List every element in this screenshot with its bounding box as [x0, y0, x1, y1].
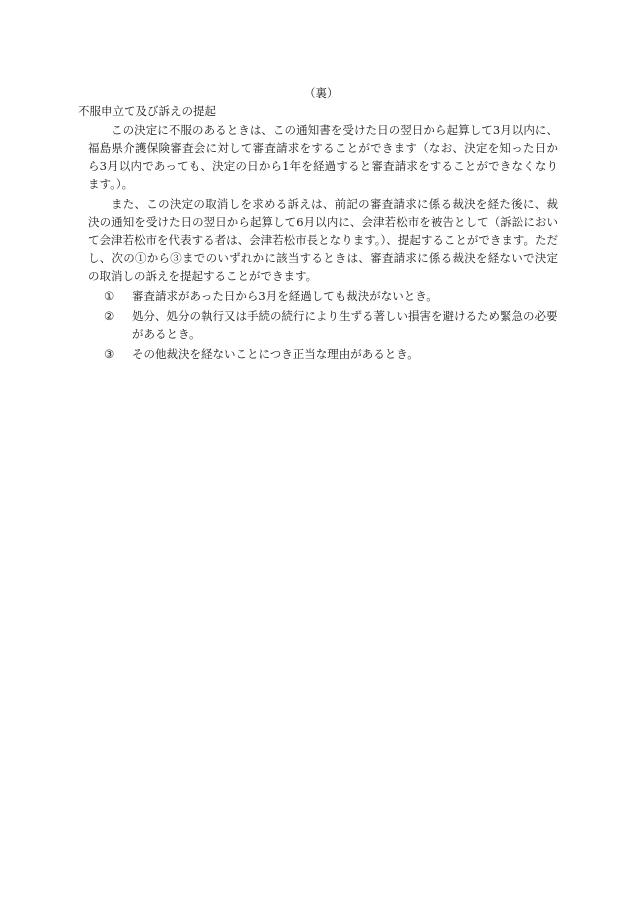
section-title: 不服申立て及び訴えの提起 [78, 104, 216, 118]
back-side-label: （裏） [304, 86, 339, 100]
list-item [88, 307, 558, 343]
paragraph-lawsuit: また、この決定の取消しを求める訴えは、前記の審査請求に係る裁決を経た後に、裁決の通知を受けた日の翌日から起算して6月以内に、会津若松市を被告として（訴訟において会津若松市を代表する者は、会津若松市長となります。）、提起することができます。ただし、次の①から③までのいずれかに該当するときは、審査請求に係る裁決を経ないで決定の取消しの訴えを提起することができます。 [88, 197, 558, 283]
item-number: ② [104, 309, 115, 323]
list-item [88, 287, 558, 305]
list-item [88, 345, 558, 363]
item-text: その他裁決を経ないことにつき正当な理由があるとき。 [132, 347, 419, 361]
document-body [88, 121, 558, 365]
item-text: 処分、処分の執行又は手続の続行により生ずる著しい損害を避けるため緊急の必要があるとき。 [132, 309, 558, 341]
item-text: 審査請求があった日から3月を経過しても裁決がないとき。 [132, 289, 438, 303]
item-number: ③ [104, 347, 115, 361]
item-number: ① [104, 289, 115, 303]
paragraph-review-request: この決定に不服のあるときは、この通知書を受けた日の翌日から起算して3月以内に、福島県介護保険審査会に対して審査請求をすることができます（なお、決定を知った日から3月以内であっても、決定の日から1年を経過すると審査請求をすることができなくなります。）。 [88, 123, 558, 191]
